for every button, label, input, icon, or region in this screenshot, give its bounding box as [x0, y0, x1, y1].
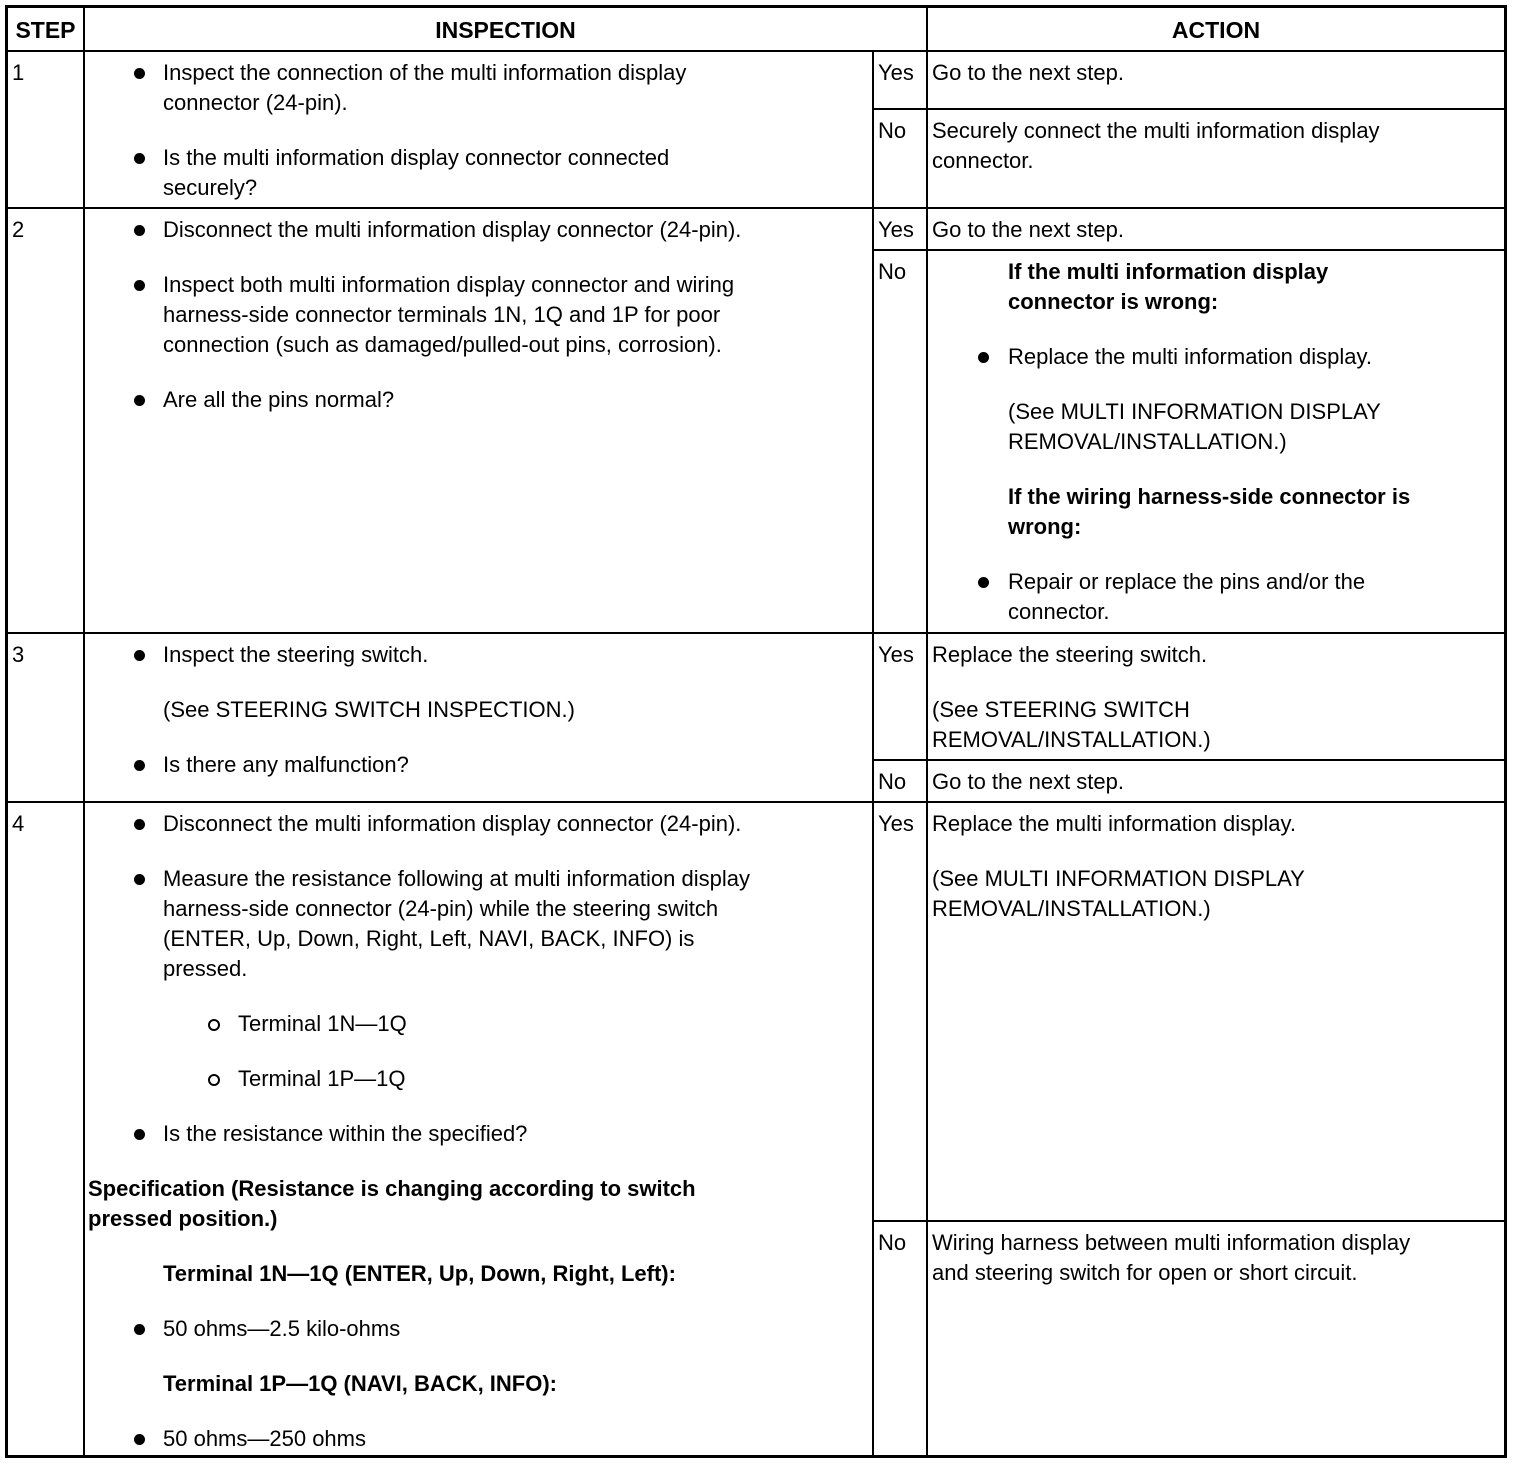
- yes-no-divider: [873, 759, 1504, 761]
- inspection-text: Is the resistance within the specified?: [163, 1121, 528, 1146]
- bullet-icon: [134, 395, 145, 406]
- step-number: 3: [12, 642, 25, 667]
- step-number: 4: [12, 811, 25, 836]
- header-step: STEP: [15, 17, 76, 43]
- inspection-text: (ENTER, Up, Down, Right, Left, NAVI, BACK, INFO) is: [163, 926, 695, 951]
- action-reference: (See STEERING SWITCH: [932, 697, 1190, 722]
- bullet-icon: [134, 1129, 145, 1140]
- column-divider: [872, 51, 874, 1458]
- action-text: Wiring harness between multi information display: [932, 1230, 1411, 1255]
- yes-label: Yes: [878, 642, 914, 667]
- yes-label: Yes: [878, 217, 914, 242]
- step-number: 1: [12, 60, 25, 85]
- bullet-icon: [134, 153, 145, 164]
- spec-value: 50 ohms—2.5 kilo-ohms: [163, 1316, 401, 1341]
- inspection-text: Inspect the steering switch.: [163, 642, 429, 667]
- sub-bullet-icon: [208, 1074, 220, 1086]
- bullet-icon: [134, 1324, 145, 1335]
- action-reference: REMOVAL/INSTALLATION.): [932, 896, 1211, 921]
- action-text: connector.: [1008, 599, 1110, 624]
- inspection-text: Is the multi information display connector connected: [163, 145, 670, 170]
- inspection-text: Disconnect the multi information display connector (24-pin).: [163, 217, 742, 242]
- terminal-item: Terminal 1P—1Q: [238, 1066, 406, 1091]
- inspection-text: Is there any malfunction?: [163, 752, 409, 777]
- bullet-icon: [134, 819, 145, 830]
- inspection-text: connection (such as damaged/pulled-out pins, corrosion).: [163, 332, 722, 357]
- action-reference: (See MULTI INFORMATION DISPLAY: [1008, 399, 1381, 424]
- action-heading: If the multi information display: [1008, 259, 1329, 284]
- action-text: Replace the multi information display.: [1008, 344, 1372, 369]
- row-divider: [8, 207, 1504, 209]
- inspection-text: Measure the resistance following at multi information display: [163, 866, 750, 891]
- inspection-text: Inspect both multi information display connector and wiring: [163, 272, 735, 297]
- action-text: Go to the next step.: [932, 217, 1125, 242]
- action-text: connector.: [932, 148, 1034, 173]
- action-text: Securely connect the multi information display: [932, 118, 1380, 143]
- header-inspection: INSPECTION: [435, 17, 576, 43]
- column-divider: [926, 8, 928, 1458]
- inspection-text: connector (24-pin).: [163, 90, 348, 115]
- action-text: and steering switch for open or short circuit.: [932, 1260, 1358, 1285]
- no-label: No: [878, 769, 907, 794]
- yes-label: Yes: [878, 60, 914, 85]
- bullet-icon: [134, 225, 145, 236]
- yes-no-divider: [873, 249, 1504, 251]
- bullet-icon: [134, 1434, 145, 1445]
- no-label: No: [878, 259, 907, 284]
- row-divider: [8, 632, 1504, 634]
- inspection-reference: (See STEERING SWITCH INSPECTION.): [163, 697, 575, 722]
- bullet-icon: [134, 280, 145, 291]
- no-label: No: [878, 118, 907, 143]
- specification-heading: pressed position.): [88, 1206, 278, 1231]
- action-text: Go to the next step.: [932, 769, 1125, 794]
- action-heading: connector is wrong:: [1008, 289, 1219, 314]
- yes-label: Yes: [878, 811, 914, 836]
- inspection-text: harness-side connector (24-pin) while the steering switch: [163, 896, 719, 921]
- yes-no-divider: [873, 1220, 1504, 1222]
- inspection-text: harness-side connector terminals 1N, 1Q and 1P for poor: [163, 302, 721, 327]
- bullet-icon: [978, 352, 989, 363]
- action-heading: wrong:: [1008, 514, 1082, 539]
- bullet-icon: [134, 68, 145, 79]
- action-reference: (See MULTI INFORMATION DISPLAY: [932, 866, 1305, 891]
- row-divider: [8, 801, 1504, 803]
- specification-heading: Specification (Resistance is changing according to switch: [88, 1176, 696, 1201]
- no-label: No: [878, 1230, 907, 1255]
- column-divider: [83, 8, 85, 1458]
- bullet-icon: [134, 874, 145, 885]
- inspection-text: Disconnect the multi information display connector (24-pin).: [163, 811, 742, 836]
- action-text: Go to the next step.: [932, 60, 1125, 85]
- action-text: Replace the multi information display.: [932, 811, 1296, 836]
- yes-no-divider: [873, 108, 1504, 110]
- bullet-icon: [134, 760, 145, 771]
- terminal-spec-heading: Terminal 1N—1Q (ENTER, Up, Down, Right, Left):: [163, 1261, 676, 1286]
- action-reference: REMOVAL/INSTALLATION.): [1008, 429, 1287, 454]
- action-text: Repair or replace the pins and/or the: [1008, 569, 1366, 594]
- step-number: 2: [12, 217, 25, 242]
- inspection-text: Are all the pins normal?: [163, 387, 395, 412]
- terminal-item: Terminal 1N—1Q: [238, 1011, 407, 1036]
- bullet-icon: [978, 577, 989, 588]
- bullet-icon: [134, 650, 145, 661]
- inspection-text: pressed.: [163, 956, 248, 981]
- action-reference: REMOVAL/INSTALLATION.): [932, 727, 1211, 752]
- spec-value: 50 ohms—250 ohms: [163, 1426, 366, 1451]
- diagnostic-table: [5, 5, 1507, 1458]
- inspection-text: Inspect the connection of the multi information display: [163, 60, 687, 85]
- terminal-spec-heading: Terminal 1P—1Q (NAVI, BACK, INFO):: [163, 1371, 558, 1396]
- action-heading: If the wiring harness-side connector is: [1008, 484, 1411, 509]
- action-text: Replace the steering switch.: [932, 642, 1208, 667]
- sub-bullet-icon: [208, 1019, 220, 1031]
- header-action: ACTION: [1171, 17, 1261, 43]
- inspection-text: securely?: [163, 175, 258, 200]
